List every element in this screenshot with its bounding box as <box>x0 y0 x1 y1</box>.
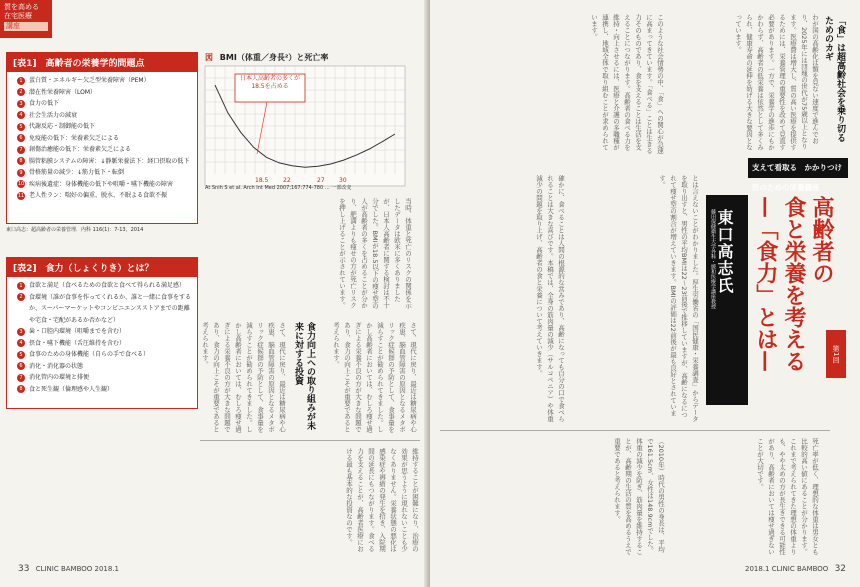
table1-item-number: 10 <box>17 181 25 187</box>
table2-box <box>6 257 198 409</box>
right-body-c: 確かに、食べることは人間の根源的な営みであり、高齢になっても自分の口で食べられることは大きな喜びです。本稿では、全身の筋肉量の減少（サルコペニア）や体重減少の問題を取り上げ、高齢者の食と栄養について考えていきます。 <box>535 175 565 422</box>
table1-source: 東口高志：超高齢者の栄養管理．内科 116(1)：7-13，2014 <box>6 227 144 233</box>
table2-title: [表2] 食力（しょくりき）とは？ <box>7 258 197 277</box>
table1-item-text: 蛋白質・エネルギー欠乏型栄養障害（PEM） <box>29 77 150 84</box>
column-heading: 「食」は超高齢社会を乗り切るためのカギ <box>823 16 845 142</box>
table2-item-number: 1 <box>17 282 25 290</box>
author-name: 東口高志氏 <box>715 209 734 294</box>
table1-item-number: 7 <box>17 146 25 154</box>
table1-item-text: 骨格筋量の減少：↓筋力低下・転倒 <box>29 169 125 176</box>
bmi-chart <box>205 66 405 186</box>
right-body-b: このような社会情勢の中、「食」への関心が急速に高まってきています。「食べる」ことは生きる力そのものであり、食を支えることは生活を支えることにつながります。高齢者の食べる力を維持・向上させるには、医療と介護の多職種が連携し、地域全体で取り組むことが求められています。 <box>590 14 664 154</box>
table2-item-number: 6 <box>17 362 25 370</box>
table1-item <box>17 110 191 122</box>
right-body-f: （2010年）時代の男性の身長は、平均で161.5cm、女性は148.9cmでした。体重の減少を防ぎ、筋肉量を維持することが、高齢期の生活の質を高めるうえで重要であると考えられます。 <box>613 438 665 555</box>
table1-item-number: 2 <box>17 88 25 96</box>
table2-item-text: 消化・消化器の状態 <box>29 362 84 370</box>
table2-item <box>17 292 191 327</box>
table1-item <box>17 190 191 202</box>
table2-item-text: 食環境（誰が食事を作ってくれるか、誰と一緒に食事をするか、スーパーマーケットやコンビニエンスストアまでの距離や宅食・宅配があるか否かなど） <box>29 293 192 324</box>
left-magazine-name: CLINIC BAMBOO 2018.1 <box>35 565 120 573</box>
table1-list <box>7 72 197 205</box>
title-line-3: —「食力」とは— <box>753 196 779 372</box>
table1-item-number: 6 <box>17 134 25 142</box>
tick-label: 18.5 <box>255 177 269 184</box>
right-page-number: 32 <box>834 564 847 574</box>
figure-source: At Snih S et al. Arch Int Med 2007;167:774-780 … 一部改変 <box>205 185 352 191</box>
table1-item-number: 3 <box>17 100 25 108</box>
divider <box>200 440 420 441</box>
table2-item-text: 歯・口腔内環境（咀嚼までを含む） <box>29 328 126 335</box>
table1-item-number: 5 <box>17 123 25 131</box>
table1-title: [表1] 高齢者の栄養学的問題点 <box>7 53 197 72</box>
table1-item-number: 11 <box>17 192 25 199</box>
table1-item <box>17 98 191 110</box>
left-page-number: 33 <box>18 564 30 574</box>
serial-label: 支えて看取る かかりつけ医のための栄養講座 <box>748 158 848 178</box>
right-footer <box>745 564 850 574</box>
table1-item-text: 免疫能の低下：栄養素欠乏による <box>29 134 120 142</box>
tick-label: 30 <box>339 177 347 184</box>
part-badge: 第1回 <box>826 330 846 378</box>
table2-item <box>17 384 191 396</box>
table1-item-number: 1 <box>17 77 25 85</box>
table2-item <box>17 349 191 361</box>
right-body-a: わが国の高齢化は類を見ない速度で進んでおり、2025年には団塊の世代が75歳以上となります。医療費は増大し、質の高い医療を提供するためには、栄養管理の重要性を改めて見直す必要があります。一方で、栄養学の進歩にもかかわらず、高齢者の低栄養は依然として多くみられ、健康寿命の延伸を妨げる大きな要因となっています。 <box>734 14 819 151</box>
series-tab <box>0 0 52 38</box>
table1-item <box>17 156 191 168</box>
figure-annotation: 日本人高齢者の多くが18.5を占める <box>239 75 300 90</box>
table2-item-text: 摂食・嚥下機能（舌圧維持を含む） <box>29 339 126 347</box>
divider <box>440 430 830 431</box>
table2-item-number: 8 <box>17 385 25 393</box>
right-body-e: 死亡率が低く、理想的な体重は男女とも比較的高い値にあることが分かります。これまで考えられてきた理想の体重よりも、やや太めの方が長生きできる可能性があり、高齢者においては痩せ過ぎないことが大切です。 <box>756 438 819 555</box>
tick-label: 22 <box>283 177 291 184</box>
table2-item <box>17 372 191 384</box>
table1-item-text: 代謝反応・制御能の低下 <box>29 123 96 130</box>
tick-label: 27 <box>317 177 325 184</box>
left-footer <box>14 564 119 574</box>
table1-item-number: 8 <box>17 157 25 165</box>
author-affiliation: 藤田保健衛生大学外科・緩和医療学講座教授 <box>710 209 716 309</box>
table2-item-number: 2 <box>17 293 25 301</box>
table1-item <box>17 75 191 87</box>
table2-item <box>17 326 191 338</box>
title-line-1: 高齢者の <box>809 196 835 284</box>
series-tab-line1: 質を高める <box>4 3 39 11</box>
table1-item <box>17 144 191 156</box>
table2-list <box>7 277 197 398</box>
table2-item-text: 食事のための身体機能（自らの手で食べる） <box>29 351 150 358</box>
figure-title-text: BMI（体重／身長²）と死亡率 <box>219 53 329 62</box>
figure-title <box>205 52 405 63</box>
table2-item <box>17 280 191 292</box>
body-text-b: さて、現代に戻り、最近は糖尿病や心疾患、脳血管障害の原因となるメタボリック症候群の予防として、食事量を減らすことが勧められてきました。しかし高齢者においては、むしろ痩せ過ぎによる栄養不良の方が大きな問題であり、食力の向上こそが重要であると考えられます。 <box>201 322 286 433</box>
table2-item-number: 3 <box>17 328 25 336</box>
table1-item-text: 食力の低下 <box>29 100 60 107</box>
author-block <box>706 195 748 405</box>
series-tab-line2: 在宅医療 <box>4 12 32 20</box>
table2-item-text: 消化管内の環境と排便 <box>29 374 90 381</box>
table2-item <box>17 338 191 350</box>
table1-item-number: 4 <box>17 111 25 119</box>
table2-item-number: 5 <box>17 351 25 359</box>
table1-item <box>17 179 191 191</box>
table1-item <box>17 133 191 145</box>
table2-item-number: 4 <box>17 339 25 347</box>
series-tab-line3: 講座 <box>4 22 48 31</box>
body-text-c: 維持することが困難になり、治療の効果が思うように現れないことも少なくありません。栄養状態の悪化は感染症や褥瘡の発生を招き、入院期間の延長にもつながります。食べる力を支えることが、高齢者医療における最も基本的な投資なのです。 <box>345 448 419 552</box>
section-subheading: 食力向上への取り組みが未来に対する投資 <box>293 322 315 430</box>
table1-item <box>17 167 191 179</box>
table1-box <box>6 52 198 224</box>
serial-banner <box>748 158 848 192</box>
body-text-b2: さて、現代に戻り、最近は糖尿病や心疾患、脳血管障害の原因となるメタボリック症候群の予防として、食事量を減らすことが勧められてきました。しかし高齢者においては、むしろ痩せ過ぎによる栄養不良の方が大きな問題であり、食力の向上こそが重要であると考えられます。 <box>332 322 417 433</box>
table1-item-text: 創傷治癒能の低下：栄養素欠乏による <box>29 146 132 153</box>
table2-item <box>17 361 191 373</box>
title-line-2: 食と栄養を考える <box>781 196 807 372</box>
table1-item-text: 腸管粘膜システムの障害：↓静脈栄養法下：経口摂取の低下 <box>29 157 190 165</box>
right-magazine-name: 2018.1 CLINIC BAMBOO <box>745 565 829 573</box>
table2-item-text: 食欲と満足（食べるための食欲と食べて得られる満足感） <box>29 282 186 289</box>
table1-item-number: 9 <box>17 169 25 177</box>
table2-item-number: 7 <box>17 374 25 382</box>
bmi-figure <box>205 52 405 192</box>
table1-item-text: 社会生活力の減衰 <box>29 111 78 119</box>
right-body-d: とは言えないことがわかりました。厚生労働省の「国民健康・栄養調査」からデータを取り出すと、男性の平均BMIは22～23前後で推移していますが、高齢になるにつれて痩せ型の割合が増えていきます。BMIの評価は22前後が最も良好とされています。 <box>658 175 699 422</box>
table1-item-text: 老人性ラン：喘好の偏重、脱水、不眠よる食欲不振 <box>29 192 168 199</box>
table1-item <box>17 121 191 133</box>
body-text-a: 当時、体重と死亡のリスクの関係を示したデータは欧米に多くありましたが、日本人高齢者に関する検討は不十分でした。BMIが18.5以下の痩せ型の人が高齢者の多くを占めることが分かり、肥満よりも痩せの方が死亡リスクを押し上げることが示されています。 <box>338 198 412 309</box>
article-title <box>752 196 836 411</box>
table1-item-text: 疾病後遺症：身体機能の低下や咀嚼・嚥下機能の障害 <box>29 180 174 188</box>
table1-item <box>17 87 191 99</box>
figure-label: 図 <box>205 53 213 62</box>
table1-item-text: 潜在性栄養障害（LOM） <box>29 88 97 96</box>
table2-item-text: 食と死生観（倫理感や人生観） <box>29 385 114 393</box>
